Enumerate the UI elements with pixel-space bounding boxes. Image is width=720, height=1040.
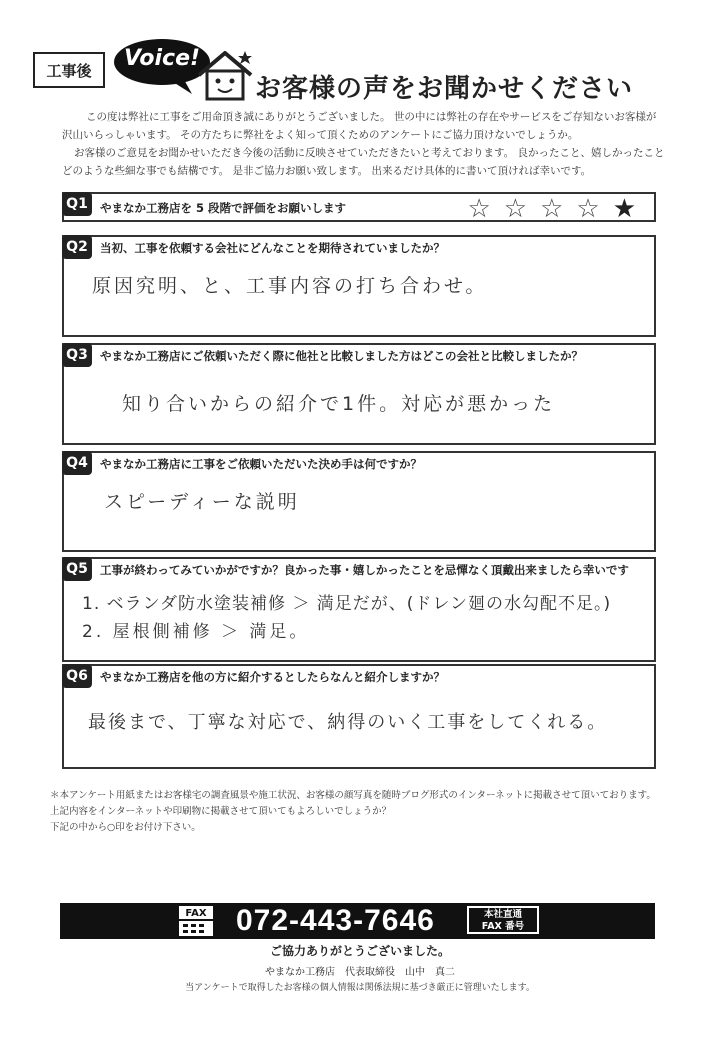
question-text: やまなか工務店にご依頼いただく際に他社と比較しました方はどこの会社と比較しましたか？ [100,349,583,363]
question-text: やまなか工務店を 5 段階で評価をお願いします [100,201,347,215]
thanks-message: ご協力ありがとうございました。 [269,944,450,958]
page-title: お客様の声をお聞かせください [255,74,634,104]
question-box-q6 [62,664,656,769]
question-box-q2 [62,235,656,337]
footnote: ＊本アンケート用紙またはお客様宅の調査風景や施工状況、お客様の顔写真を随時ブログ形式のインターネットに掲載させて頂いております。 [50,790,656,801]
question-tag: Q4 [62,451,92,475]
fax-icon-label: FAX [185,908,207,919]
house-icon [195,47,255,102]
fax-label-line: 本社直通 [483,909,522,920]
intro-line: どのような些細な事でも結構です。 是非ご協力お願い致します。 出来るだけ具体的に書いて頂ければ幸いです。 [62,165,592,177]
question-text: やまなか工務店を他の方に紹介するとしたらなんと紹介しますか？ [100,670,445,684]
privacy-notice: 当アンケートで取得したお客様の個人情報は関係法規に基づき厳正に管理いたします。 [185,983,535,993]
voice-label: Voice! [123,46,201,71]
question-box-q3 [62,343,656,445]
question-tag: Q1 [62,192,92,216]
question-tag: Q3 [62,343,92,367]
footnote: 上記内容をインターネットや印刷物に掲載させて頂いてもよろしいでしょうか？ [50,806,392,817]
star-icon-selected[interactable]: ★ [612,194,636,224]
handwritten-answer: スピーディーな説明 [104,491,300,513]
handwritten-answer: 1. ベランダ防水塗装補修 ＞ 満足だが、(ドレン廻の水勾配不足。) [82,594,612,614]
fax-label [467,906,539,934]
company-signature: やまなか工務店 代表取締役 山中 真二 [265,967,455,978]
intro-line: お客様のご意見をお聞かせいただき今後の活動に反映させていただきたいと考えております。 良かったこと、嬉しかったこと [74,147,665,159]
star-icon[interactable]: ☆ [467,194,491,224]
fax-machine-icon [178,905,214,937]
question-box-q5 [62,557,656,662]
question-tag: Q2 [62,235,92,259]
intro-line: 沢山いらっしゃいます。 その方たちに弊社をよく知って頂くためのアンケートにご協力頂けないでしょうか。 [62,129,579,141]
rating-stars[interactable] [467,195,636,223]
question-tag: Q5 [62,557,92,581]
question-text: 当初、工事を依頼する会社にどんなことを期待されていましたか？ [100,241,445,255]
intro-line: この度は弊社に工事をご用命頂き誠にありがとうございました。 世の中には弊社の存在やサービスをご存知ないお客様が [86,111,657,123]
question-text: 工事が終わってみていかがですか？良かった事・嬉しかったことを忌憚なく頂戴出来ましたら幸いです [100,563,629,577]
question-tag: Q6 [62,664,92,688]
handwritten-answer: 原因究明、と、工事内容の打ち合わせ。 [92,275,488,297]
stage-badge: 工事後 [33,52,105,88]
footnote: 下記の中から○印をお付け下さい。 [50,822,201,833]
fax-label-line: FAX 番号 [481,921,525,932]
question-text: やまなか工務店に工事をご依頼いただいた決め手は何ですか？ [100,457,422,471]
handwritten-answer: 2. 屋根側補修 ＞ 満足。 [82,622,310,642]
handwritten-answer: 最後まで、丁寧な対応で、納得のいく工事をしてくれる。 [88,712,608,733]
question-box-q1 [62,192,656,222]
handwritten-answer: 知り合いからの紹介で1件。対応が悪かった [122,393,556,415]
fax-number[interactable]: 072-443-7646 [236,904,435,937]
intro-paragraph [62,108,672,180]
question-box-q4 [62,451,656,552]
star-icon[interactable]: ☆ [540,194,564,224]
fax-bar [60,903,655,939]
star-icon[interactable]: ☆ [503,194,528,224]
star-icon[interactable]: ☆ [576,194,600,224]
